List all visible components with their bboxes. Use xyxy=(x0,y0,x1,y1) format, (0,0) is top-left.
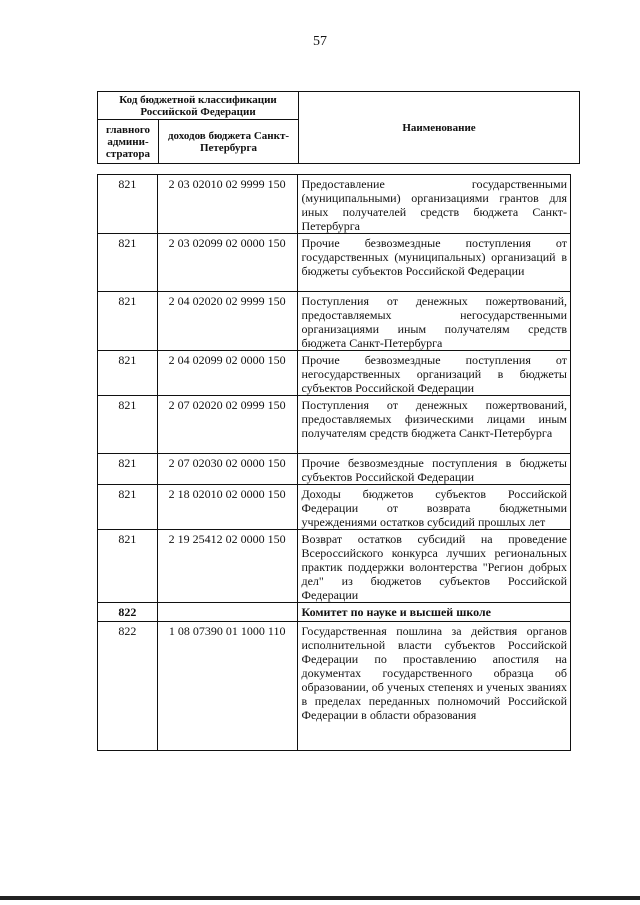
table-row xyxy=(98,454,571,485)
name-cell: Государственная пошлина за действия органов исполнительной власти субъектов Российской Федерации по проставлению апостиля на документах государственного образца об образовании, об ученых степенях и ученых званиях в пределах переданных полномочий Российской Федерации в области образования xyxy=(297,622,571,751)
table-row xyxy=(98,622,571,751)
header-admin-column: главного админи-стратора xyxy=(98,120,159,164)
header-income-column: доходов бюджета Санкт-Петербурга xyxy=(159,120,299,164)
admin-code-cell: 821 xyxy=(98,351,158,396)
income-code-cell: 2 07 02020 02 0999 150 xyxy=(157,396,297,454)
table-row xyxy=(98,603,571,622)
table-row xyxy=(98,351,571,396)
table-row xyxy=(98,175,571,234)
admin-code-cell: 821 xyxy=(98,454,158,485)
name-cell: Прочие безвозмездные поступления от негосударственных организаций в бюджеты субъектов Российской Федерации xyxy=(297,351,571,396)
admin-code-cell: 821 xyxy=(98,530,158,603)
page-number: 57 xyxy=(313,34,327,49)
admin-code-cell: 821 xyxy=(98,292,158,351)
admin-code-cell: 821 xyxy=(98,485,158,530)
income-code-cell: 1 08 07390 01 1000 110 xyxy=(157,622,297,751)
name-cell: Возврат остатков субсидий на проведение Всероссийского конкурса лучших региональных практик поддержки волонтерства "Регион добрых дел" из бюджетов субъектов Российской Федерации xyxy=(297,530,571,603)
header-group-title: Код бюджетной классификации Российской Федерации xyxy=(98,92,299,120)
name-cell: Прочие безвозмездные поступления в бюджеты субъектов Российской Федерации xyxy=(297,454,571,485)
name-cell: Предоставление государственными (муниципальными) организациями грантов для иных получателей средств бюджета Санкт-Петербурга xyxy=(297,175,571,234)
name-cell: Прочие безвозмездные поступления от государственных (муниципальных) организаций в бюджеты субъектов Российской Федерации xyxy=(297,234,571,292)
income-code-cell: 2 18 02010 02 0000 150 xyxy=(157,485,297,530)
admin-code-cell: 822 xyxy=(98,603,158,622)
income-code-cell: 2 03 02099 02 0000 150 xyxy=(157,234,297,292)
table-row xyxy=(98,292,571,351)
header-name-column: Наименование xyxy=(299,92,580,164)
income-code-cell: 2 19 25412 02 0000 150 xyxy=(157,530,297,603)
table-row xyxy=(98,530,571,603)
table-header xyxy=(97,91,580,164)
bottom-rule xyxy=(0,896,640,900)
name-cell: Комитет по науке и высшей школе xyxy=(297,603,571,622)
income-code-cell: 2 03 02010 02 9999 150 xyxy=(157,175,297,234)
name-cell: Поступления от денежных пожертвований, предоставляемых негосударственными организациями иным получателям средств бюджета Санкт-Петербурга xyxy=(297,292,571,351)
income-code-cell xyxy=(157,603,297,622)
income-code-cell: 2 04 02020 02 9999 150 xyxy=(157,292,297,351)
admin-code-cell: 821 xyxy=(98,175,158,234)
table-row xyxy=(98,485,571,530)
table-row xyxy=(98,396,571,454)
income-code-cell: 2 07 02030 02 0000 150 xyxy=(157,454,297,485)
budget-codes-table xyxy=(97,174,571,751)
name-cell: Доходы бюджетов субъектов Российской Федерации от возврата бюджетными учреждениями остатков субсидий прошлых лет xyxy=(297,485,571,530)
income-code-cell: 2 04 02099 02 0000 150 xyxy=(157,351,297,396)
admin-code-cell: 821 xyxy=(98,234,158,292)
admin-code-cell: 822 xyxy=(98,622,158,751)
table-row xyxy=(98,234,571,292)
name-cell: Поступления от денежных пожертвований, предоставляемых физическими лицами иным получателям средств бюджета Санкт-Петербурга xyxy=(297,396,571,454)
admin-code-cell: 821 xyxy=(98,396,158,454)
